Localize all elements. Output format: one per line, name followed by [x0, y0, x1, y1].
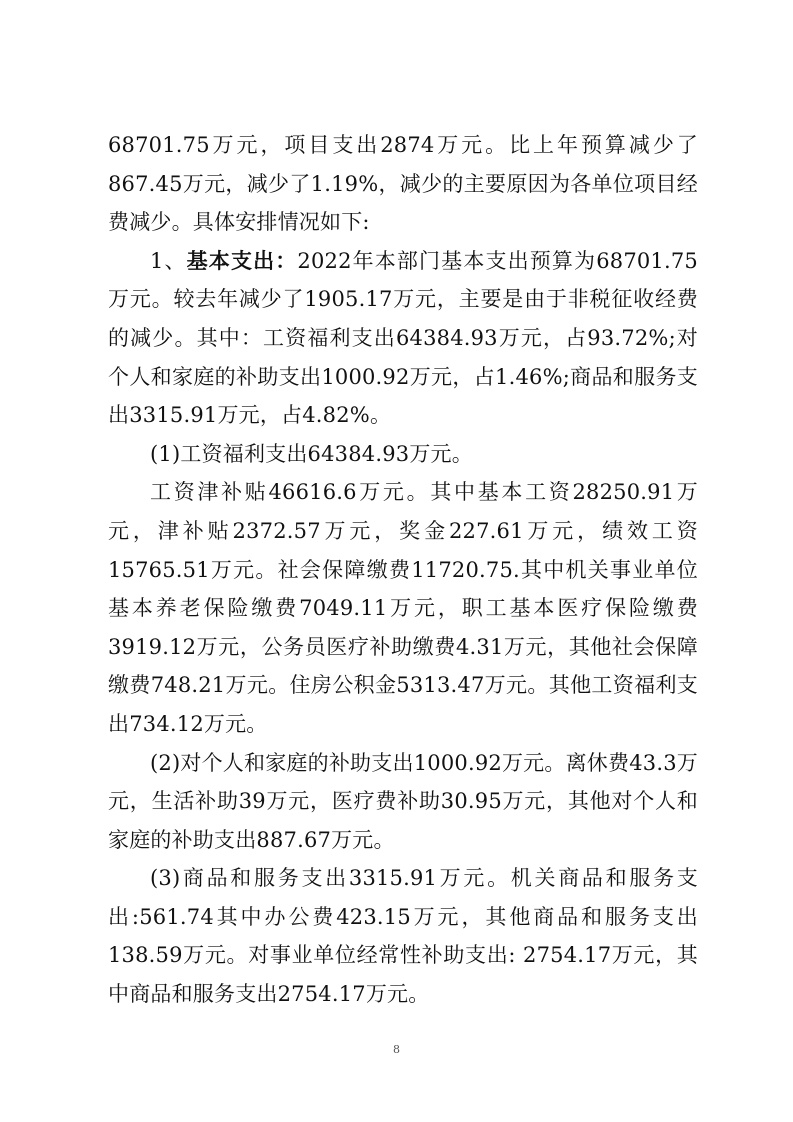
- paragraph-wages-detail: 工资津补贴46616.6万元。其中基本工资28250.91万元，津补贴2372.57万元，奖金227.61万元，绩效工资15765.51万元。社会保障缴费11720.75.其中机关事业单位基本养老保险缴费7049.11万元，职工基本医疗保险缴费3919.12万元，公务员医疗补助缴费4.31万元，其他社会保障缴费748.21万元。住房公积金5313.47万元。其他工资福利支出734.12万元。: [108, 480, 698, 736]
- paragraph-wages-heading: (1)工资福利支出64384.93万元。: [150, 441, 473, 466]
- section-number: 1、: [150, 248, 187, 273]
- section-heading: 基本支出：: [186, 247, 298, 273]
- paragraph-basic-expenditure: [108, 242, 698, 435]
- body-text: [108, 126, 698, 1014]
- page-number: 8: [393, 1043, 400, 1056]
- paragraph-subsidies: (2)对个人和家庭的补助支出1000.92万元。离休费43.3万元，生活补助39万元，医疗费补助30.95万元，其他对个人和家庭的补助支出887.67万元。: [108, 750, 698, 852]
- paragraph-goods-services: (3)商品和服务支出3315.91万元。机关商品和服务支出:561.74其中办公费423.15万元，其他商品和服务支出138.59万元。对事业单位经常性补助支出: 2754.17万元，其中商品和服务支出2754.17万元。: [108, 866, 698, 1007]
- paragraph-budget-summary: 68701.75万元，项目支出2874万元。比上年预算减少了867.45万元，减少了1.19%，减少的主要原因为各单位项目经费减少。具体安排情况如下:: [108, 133, 698, 235]
- section-text: 2022年本部门基本支出预算为68701.75万元。较去年减少了1905.17万元，主要是由于非税征收经费的减少。其中：工资福利支出64384.93万元，占93.72%;对个人和家庭的补助支出1000.92万元，占1.46%;商品和服务支出3315.91万元，占4.82%。: [108, 248, 698, 428]
